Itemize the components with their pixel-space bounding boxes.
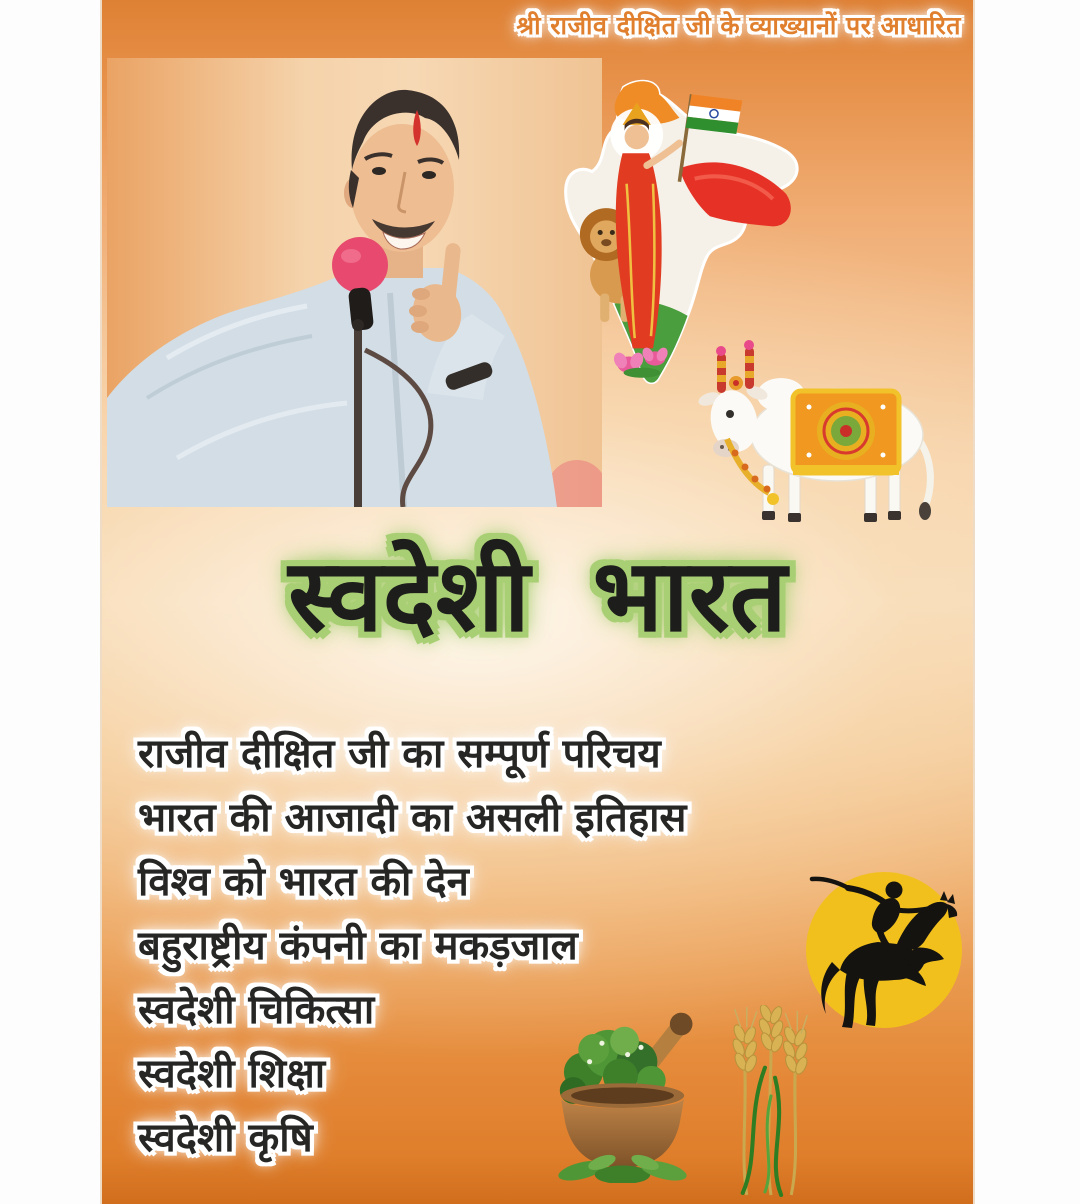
topic-item: राजीव दीक्षित जी का सम्पूर्ण परिचय: [138, 731, 661, 777]
cow-blanket: [793, 391, 899, 475]
topic-item: स्वदेशी कृषि: [138, 1115, 313, 1161]
wheat-leaves: [743, 1068, 781, 1195]
topic-item: स्वदेशी चिकित्सा: [138, 987, 375, 1033]
warrior-silhouette-illustration: [802, 862, 974, 1042]
mortar-bowl: [561, 1083, 684, 1167]
topic-item: स्वदेशी शिक्षा: [138, 1051, 326, 1097]
poster-title: स्वदेशी भारत: [288, 537, 787, 654]
topic-item: विश्व को भारत की देन: [138, 859, 469, 905]
cow-illustration: [697, 335, 947, 530]
herbs-illustration: [530, 998, 715, 1183]
sword: [812, 879, 850, 889]
decorated-horns: [716, 340, 754, 393]
wheat-illustration: [724, 1005, 816, 1197]
speaker-photo-image: [107, 58, 602, 507]
topic-item: भारत की आजादी का असली इतिहास: [138, 795, 687, 841]
poster: [100, 0, 975, 1204]
poster-tagline: श्री राजीव दीक्षित जी के व्याख्यानों पर आधारित: [516, 11, 961, 40]
topic-item: बहुराष्ट्रीय कंपनी का मकड़जाल: [138, 923, 578, 969]
